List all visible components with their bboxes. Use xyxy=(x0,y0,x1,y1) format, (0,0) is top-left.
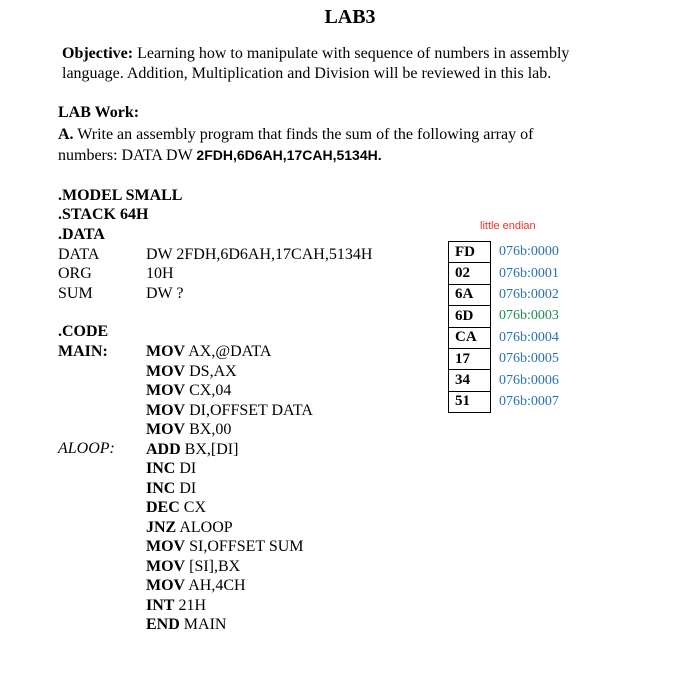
decl-name: DATA xyxy=(58,246,100,263)
operands: ALOOP xyxy=(176,518,233,536)
operands: DS,AX xyxy=(185,362,237,380)
page-title: LAB3 xyxy=(324,6,376,28)
operands: MAIN xyxy=(179,616,227,633)
memory-address: 076b:0003 xyxy=(499,308,559,324)
opcode: END xyxy=(146,616,180,633)
memory-address: 076b:0002 xyxy=(499,286,559,302)
instruction-list xyxy=(146,342,313,635)
memory-address: 076b:0006 xyxy=(499,372,559,388)
instruction-line xyxy=(146,615,313,635)
labwork-task-a xyxy=(58,125,533,166)
instruction-line xyxy=(146,459,313,479)
opcode: MOV xyxy=(146,362,186,380)
memory-byte: CA xyxy=(449,327,491,348)
memory-address: 076b:0001 xyxy=(499,265,559,281)
operands: 21H xyxy=(174,596,207,614)
memory-address: 076b:0004 xyxy=(499,329,559,345)
memory-address: 076b:0005 xyxy=(499,351,559,367)
memory-table xyxy=(448,241,565,413)
operands: DI,OFFSET DATA xyxy=(185,401,313,419)
memory-row xyxy=(449,284,565,305)
memory-byte: 6D xyxy=(449,306,491,327)
operands: CX xyxy=(179,499,207,516)
memory-address: 076b:0000 xyxy=(499,244,559,260)
memory-byte: 51 xyxy=(449,391,491,412)
task-a-line1: Write an assembly program that finds the sum of the following array of xyxy=(73,126,534,143)
code-directive: .CODE xyxy=(58,323,109,340)
instruction-line xyxy=(146,342,313,362)
memory-address: 076b:0007 xyxy=(499,393,559,409)
instruction-line xyxy=(146,537,313,557)
decl-value: 10H xyxy=(146,265,174,282)
memory-row xyxy=(449,391,565,412)
opcode: INT xyxy=(146,596,175,614)
labwork-heading: LAB Work: xyxy=(58,104,140,121)
memory-row xyxy=(449,327,565,348)
objective-label: Objective: xyxy=(62,45,134,62)
memory-byte: 02 xyxy=(449,263,491,284)
aloop-label: ALOOP: xyxy=(58,440,115,457)
memory-row xyxy=(449,348,565,369)
operands: AX,@DATA xyxy=(185,343,272,360)
instruction-line xyxy=(146,401,313,421)
instruction-line xyxy=(146,498,313,518)
instruction-line xyxy=(146,518,313,538)
memory-byte: 17 xyxy=(449,348,491,369)
opcode: INC xyxy=(146,460,176,477)
instruction-line xyxy=(146,596,313,616)
decl-name: SUM xyxy=(58,285,93,302)
operands: SI,OFFSET SUM xyxy=(185,538,304,555)
little-endian-caption: little endian xyxy=(480,220,536,232)
task-a-data: 2FDH,6D6AH,17CAH,5134H. xyxy=(196,147,382,163)
operands: BX,00 xyxy=(185,421,232,438)
main-label: MAIN: xyxy=(58,343,108,360)
instruction-line xyxy=(146,576,313,596)
memory-byte: 6A xyxy=(449,284,491,305)
instruction-line xyxy=(146,420,313,440)
instruction-line xyxy=(146,381,313,401)
opcode: DEC xyxy=(146,499,180,516)
task-a-label: A. xyxy=(58,126,74,143)
objective-line1: Learning how to manipulate with sequence of numbers in assembly xyxy=(133,45,570,62)
data-directive: .DATA xyxy=(58,226,105,243)
task-a-line2: numbers: DATA DW xyxy=(58,147,197,164)
model-directive: .MODEL SMALL xyxy=(58,187,183,204)
opcode: MOV xyxy=(146,557,186,575)
objective-paragraph xyxy=(62,44,569,84)
instruction-line xyxy=(146,440,313,460)
memory-row xyxy=(449,242,565,263)
opcode: MOV xyxy=(146,538,186,555)
opcode: JNZ xyxy=(146,518,177,536)
opcode: MOV xyxy=(146,401,186,419)
operands: DI xyxy=(175,460,197,477)
objective-line2: language. Addition, Multiplication and Division will be reviewed in this lab. xyxy=(62,65,552,82)
memory-byte: 34 xyxy=(449,370,491,391)
operands: AH,4CH xyxy=(185,577,246,594)
stack-directive: .STACK 64H xyxy=(58,206,149,223)
opcode: MOV xyxy=(146,343,186,360)
operands: [SI],BX xyxy=(185,557,241,575)
opcode: MOV xyxy=(146,382,186,399)
opcode: INC xyxy=(146,479,176,497)
instruction-line xyxy=(146,479,313,499)
decl-value: DW 2FDH,6D6AH,17CAH,5134H xyxy=(146,246,373,263)
opcode: MOV xyxy=(146,577,186,594)
operands: DI xyxy=(175,479,197,497)
decl-name: ORG xyxy=(58,265,92,282)
memory-row xyxy=(449,306,565,327)
decl-value: DW ? xyxy=(146,285,184,302)
memory-row xyxy=(449,263,565,284)
operands: CX,04 xyxy=(185,382,232,399)
memory-byte: FD xyxy=(449,242,491,263)
opcode: MOV xyxy=(146,421,186,438)
operands: BX,[DI] xyxy=(180,440,239,458)
instruction-line xyxy=(146,362,313,382)
instruction-line xyxy=(146,557,313,577)
opcode: ADD xyxy=(146,440,181,458)
memory-row xyxy=(449,370,565,391)
